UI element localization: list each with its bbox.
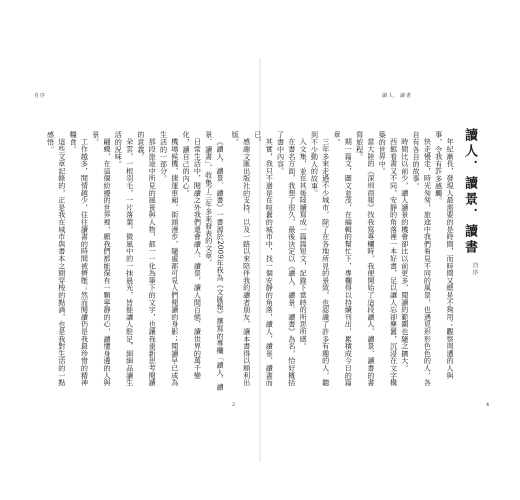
- left-paragraph-3: 機場候機、捷運車廂、街頭漫步，隨處都可見人們閱讀的身影；閱讀早已成為生活的一部分。: [159, 131, 180, 387]
- right-paragraph-10: 其實，我只不過是在喧囂的城市中，找一個安靜的角落，讀人、讀景、讀書而已。: [253, 131, 275, 387]
- right-paragraph-1: 年紀漸長，發現人最需要的是時間，而時間又總是不夠用；觀察周遭的人與事，令我有許多感觸。: [434, 131, 455, 379]
- chapter-title: 讀人．讀景．讀書: [462, 128, 477, 256]
- left-paragraph-2: 日常生活中，閱讀之外我們還會讀人、讀景，讀人間百態，讀世界的萬千變化，讀自己的內心。: [182, 131, 203, 379]
- left-running-header: 自序: [34, 93, 47, 99]
- chapter-heading: [460, 128, 479, 276]
- left-body-text: [46, 131, 226, 391]
- left-paragraph-7: 工作越多，閒情越少，往往讀書的時間被擠壓；然而閱讀仍是我最珍惜的精神糧食。: [69, 131, 90, 387]
- left-page-number: 2: [232, 402, 236, 408]
- right-paragraph-3: 時間比以前少，讀人讀景的機會卻比以前更多，閱讀的範圍也隨之擴大。: [400, 138, 410, 372]
- right-paragraph-5: 當大陸的《深圳商報》找我寫專欄時，我便開始了這段讀人、讀景、讀書的書寫旅程。: [355, 131, 376, 387]
- right-paragraph-7: 三年多來走過不少城市，除了在各地所見的景致，也認識了許多有趣的人，聽到不少動人的故事。: [310, 131, 331, 387]
- preface-label: 自序: [471, 262, 478, 276]
- right-page: [231, 0, 520, 500]
- left-paragraph-1: 《讀人．讀景．讀書》一書源於2009年我為《文匯報》撰寫的專欄「讀人．讀景．讀書」，收集了三年多來發表的文章。: [204, 131, 225, 391]
- right-paragraph-4: 西館看書又不同，安靜的角落裡一本好書，足以讓人忘卻塵囂，沉浸在文字構築的世界中。: [378, 131, 399, 387]
- left-paragraph-4: 那段旅途中所見的風景與人物，都一一化為筆下的文字，也讓我重新思考閱讀的意義。: [136, 131, 158, 387]
- left-paragraph-8: 這些文章記錄的，正是我在城市與書本之間穿梭的點滴，也是我對生活的一點感悟。: [46, 131, 67, 387]
- right-paragraph-2: 快走慢走，時光匆匆，旅途中我們看見不同的風景，也遇見形形色色的人，各自有各自的故事。: [412, 131, 433, 387]
- right-paragraph-11: 感謝文匯出版社的支持，以及一路以來陪伴我的讀者朋友，讓本書得以順利出版。: [231, 131, 252, 387]
- right-paragraph-9: 在書名方面，我想了很久，最後決定以《讀人．讀景．讀書》為名，恰好概括了書中內容。: [276, 131, 297, 387]
- right-paragraph-6: 期一篇文，圖文並茂，在編輯的幫忙下，專欄得以持續刊出，累積成今日的篇章。: [333, 131, 354, 387]
- left-paragraph-5: 朵雲，一根羽毛，一片落葉，微風中的一抹晨光，皆能讓人駐足，細細品讀生活的況味。: [114, 131, 135, 387]
- left-paragraph-6: 翩蝶，在這個紛擾的世界裡，願我們都能保有一顆寧靜的心，讀懂身邊的人與景。: [91, 131, 113, 387]
- right-page-number: 4: [486, 402, 490, 408]
- right-running-header: 讀人．讀書: [382, 93, 413, 99]
- right-paragraph-8: 入文集，並在其後陸續寫成一篇篇短文，記錄下當時的所思所感。: [299, 138, 309, 350]
- right-body-text: [231, 131, 456, 391]
